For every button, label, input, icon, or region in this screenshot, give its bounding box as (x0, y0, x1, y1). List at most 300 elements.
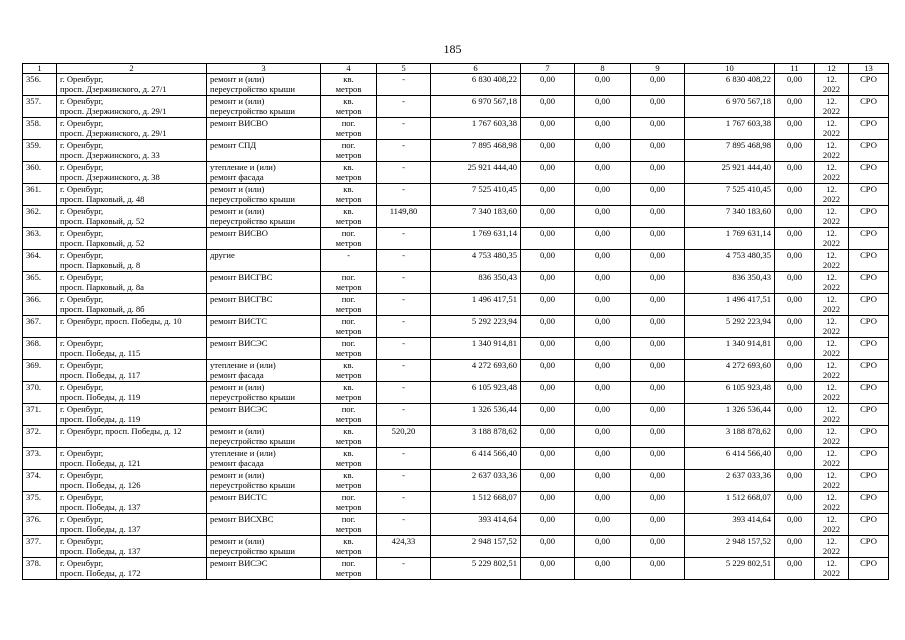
cost-owners-cell: 4 272 693,60 (685, 360, 775, 382)
fund-cell: 0,00 (775, 404, 815, 426)
fund-cell: 0,00 (631, 514, 685, 536)
row-number: 358. (23, 118, 57, 140)
address-cell (57, 272, 207, 294)
cost-owners-cell: 6 105 923,48 (685, 382, 775, 404)
row-number: 377. (23, 536, 57, 558)
cell-line: 2022 (822, 348, 841, 358)
cell-line: переустройство крыши (210, 480, 295, 490)
work-type-cell (207, 404, 321, 426)
table-row (23, 74, 889, 96)
fund-cell: 0,00 (631, 272, 685, 294)
table-row (23, 162, 889, 184)
cell-line: 2022 (822, 216, 841, 226)
fund-cell: 0,00 (775, 294, 815, 316)
cell-line: метров (335, 414, 362, 424)
cell-line: ремонт ВИСГВС (210, 294, 273, 304)
cell-line: ремонт и (или) (210, 426, 265, 436)
cell-line: кв. (343, 470, 354, 480)
cell-line: метров (335, 150, 362, 160)
table-row (23, 272, 889, 294)
cell-line: пог. (341, 558, 356, 568)
cell-line: ремонт ВИСВО (210, 228, 268, 238)
cell-line: 12. (826, 338, 837, 348)
fund-cell: 0,00 (631, 206, 685, 228)
row-number: 356. (23, 74, 57, 96)
cell-line: метров (335, 436, 362, 446)
cost-total-cell: 2 948 157,52 (431, 536, 521, 558)
cell-line: ремонт ВИСТС (210, 492, 268, 502)
fund-cell: 0,00 (521, 272, 575, 294)
contractor-cell: СРО (849, 448, 889, 470)
table-row (23, 140, 889, 162)
cost-owners-cell: 1 767 603,38 (685, 118, 775, 140)
cell-line: 12. (826, 272, 837, 282)
work-type-cell (207, 228, 321, 250)
deadline-cell (815, 338, 849, 360)
fund-cell: 0,00 (521, 338, 575, 360)
address-cell (57, 228, 207, 250)
quantity-cell: - (377, 492, 431, 514)
fund-cell: 0,00 (775, 250, 815, 272)
fund-cell: 0,00 (631, 184, 685, 206)
cost-owners-cell: 1 326 536,44 (685, 404, 775, 426)
row-number: 378. (23, 558, 57, 580)
quantity-cell: - (377, 140, 431, 162)
row-number: 370. (23, 382, 57, 404)
fund-cell: 0,00 (521, 448, 575, 470)
work-type-cell (207, 206, 321, 228)
unit-cell (321, 492, 377, 514)
work-type-cell (207, 448, 321, 470)
unit-cell (321, 338, 377, 360)
contractor-cell: СРО (849, 382, 889, 404)
row-number: 372. (23, 426, 57, 448)
cell-line: метров (335, 106, 362, 116)
quantity-cell: - (377, 558, 431, 580)
fund-cell: 0,00 (775, 470, 815, 492)
contractor-cell: СРО (849, 228, 889, 250)
fund-cell: 0,00 (521, 140, 575, 162)
cost-total-cell: 6 105 923,48 (431, 382, 521, 404)
cell-line: 2022 (822, 524, 841, 534)
fund-cell: 0,00 (631, 118, 685, 140)
deadline-cell (815, 272, 849, 294)
work-type-cell (207, 360, 321, 382)
address-cell (57, 558, 207, 580)
cell-line: ремонт и (или) (210, 382, 265, 392)
cost-owners-cell: 1 769 631,14 (685, 228, 775, 250)
fund-cell: 0,00 (631, 338, 685, 360)
cost-total-cell: 6 970 567,18 (431, 96, 521, 118)
unit-cell (321, 360, 377, 382)
fund-cell: 0,00 (775, 228, 815, 250)
cell-line: ремонт и (или) (210, 74, 265, 84)
address-cell (57, 492, 207, 514)
fund-cell: 0,00 (631, 382, 685, 404)
cost-owners-cell: 5 292 223,94 (685, 316, 775, 338)
address-cell (57, 118, 207, 140)
cell-line: переустройство крыши (210, 216, 295, 226)
address-cell (57, 140, 207, 162)
table-row (23, 382, 889, 404)
fund-cell: 0,00 (575, 316, 631, 338)
fund-cell: 0,00 (775, 74, 815, 96)
cell-line: 12. (826, 206, 837, 216)
cell-line: - (347, 250, 350, 260)
cell-line: ремонт и (или) (210, 96, 265, 106)
deadline-cell (815, 426, 849, 448)
cell-line: 12. (826, 250, 837, 260)
cell-line: кв. (343, 184, 354, 194)
unit-cell (321, 316, 377, 338)
cell-line: г. Оренбург, (60, 470, 104, 480)
fund-cell: 0,00 (631, 294, 685, 316)
row-number: 366. (23, 294, 57, 316)
cell-line: 12. (826, 492, 837, 502)
fund-cell: 0,00 (775, 382, 815, 404)
row-number: 359. (23, 140, 57, 162)
deadline-cell (815, 360, 849, 382)
fund-cell: 0,00 (775, 184, 815, 206)
address-cell (57, 404, 207, 426)
fund-cell: 0,00 (631, 96, 685, 118)
cell-line: пог. (341, 404, 356, 414)
cost-owners-cell: 1 496 417,51 (685, 294, 775, 316)
quantity-cell: - (377, 316, 431, 338)
cell-line: просп. Дзержинского, д. 29/1 (60, 128, 167, 138)
cell-line: г. Оренбург, (60, 162, 104, 172)
table-row (23, 316, 889, 338)
fund-cell: 0,00 (775, 316, 815, 338)
cell-line: 12. (826, 162, 837, 172)
cell-line: просп. Парковый, д. 52 (60, 216, 145, 226)
cell-line: г. Оренбург, (60, 514, 104, 524)
cell-line: метров (335, 84, 362, 94)
contractor-cell: СРО (849, 470, 889, 492)
contractor-cell: СРО (849, 492, 889, 514)
cell-line: пог. (341, 294, 356, 304)
cell-line: 2022 (822, 282, 841, 292)
cost-total-cell: 6 414 566,40 (431, 448, 521, 470)
quantity-cell: - (377, 272, 431, 294)
row-number: 369. (23, 360, 57, 382)
cost-total-cell: 836 350,43 (431, 272, 521, 294)
cell-line: метров (335, 238, 362, 248)
contractor-cell: СРО (849, 404, 889, 426)
cell-line: 12. (826, 514, 837, 524)
quantity-cell: - (377, 470, 431, 492)
work-type-cell (207, 338, 321, 360)
cell-line: просп. Победы, д. 126 (60, 480, 141, 490)
column-header: 8 (575, 64, 631, 74)
cell-line: ремонт ВИСЭС (210, 558, 268, 568)
cell-line: просп. Победы, д. 119 (60, 414, 141, 424)
cell-line: ремонт СПД (210, 140, 257, 150)
quantity-cell: - (377, 96, 431, 118)
cell-line: 2022 (822, 480, 841, 490)
unit-cell (321, 272, 377, 294)
column-header: 5 (377, 64, 431, 74)
table-row (23, 448, 889, 470)
work-type-cell (207, 250, 321, 272)
cell-line: г. Оренбург, просп. Победы, д. 12 (60, 426, 182, 436)
fund-cell: 0,00 (775, 140, 815, 162)
cell-line: просп. Парковый, д. 52 (60, 238, 145, 248)
address-cell (57, 74, 207, 96)
deadline-cell (815, 294, 849, 316)
work-type-cell (207, 140, 321, 162)
cell-line: ремонт ВИСХВС (210, 514, 274, 524)
fund-cell: 0,00 (521, 514, 575, 536)
deadline-cell (815, 316, 849, 338)
cell-line: г. Оренбург, (60, 96, 104, 106)
cost-owners-cell: 3 188 878,62 (685, 426, 775, 448)
table-row (23, 558, 889, 580)
cell-line: 2022 (822, 172, 841, 182)
unit-cell (321, 448, 377, 470)
work-type-cell (207, 514, 321, 536)
cell-line: просп. Победы, д. 137 (60, 502, 141, 512)
column-header: 7 (521, 64, 575, 74)
cell-line: 2022 (822, 392, 841, 402)
cell-line: просп. Дзержинского, д. 27/1 (60, 84, 167, 94)
contractor-cell: СРО (849, 536, 889, 558)
cost-owners-cell: 6 414 566,40 (685, 448, 775, 470)
cell-line: кв. (343, 360, 354, 370)
fund-cell: 0,00 (775, 272, 815, 294)
cost-owners-cell: 2 637 033,36 (685, 470, 775, 492)
deadline-cell (815, 118, 849, 140)
cell-line: просп. Дзержинского, д. 38 (60, 172, 160, 182)
deadline-cell (815, 162, 849, 184)
table-row (23, 470, 889, 492)
cell-line: метров (335, 128, 362, 138)
cell-line: 2022 (822, 128, 841, 138)
cell-line: г. Оренбург, просп. Победы, д. 10 (60, 316, 182, 326)
fund-cell: 0,00 (575, 492, 631, 514)
cell-line: г. Оренбург, (60, 448, 104, 458)
cell-line: г. Оренбург, (60, 360, 104, 370)
fund-cell: 0,00 (775, 338, 815, 360)
cell-line: пог. (341, 118, 356, 128)
fund-cell: 0,00 (775, 206, 815, 228)
table-row (23, 96, 889, 118)
column-header: 4 (321, 64, 377, 74)
column-header: 9 (631, 64, 685, 74)
table-row (23, 426, 889, 448)
cell-line: переустройство крыши (210, 106, 295, 116)
cell-line: переустройство крыши (210, 436, 295, 446)
fund-cell: 0,00 (575, 294, 631, 316)
contractor-cell: СРО (849, 96, 889, 118)
cell-line: переустройство крыши (210, 546, 295, 556)
cell-line: метров (335, 370, 362, 380)
work-type-cell (207, 294, 321, 316)
address-cell (57, 184, 207, 206)
cell-line: ремонт и (или) (210, 536, 265, 546)
contractor-cell: СРО (849, 360, 889, 382)
cell-line: ремонт фасада (210, 458, 264, 468)
fund-cell: 0,00 (575, 140, 631, 162)
cost-owners-cell: 7 340 183,60 (685, 206, 775, 228)
cost-owners-cell: 4 753 480,35 (685, 250, 775, 272)
fund-cell: 0,00 (575, 206, 631, 228)
contractor-cell: СРО (849, 162, 889, 184)
cell-line: другие (210, 250, 235, 260)
cell-line: кв. (343, 382, 354, 392)
cost-total-cell: 1 767 603,38 (431, 118, 521, 140)
cell-line: метров (335, 216, 362, 226)
deadline-cell (815, 74, 849, 96)
cell-line: метров (335, 546, 362, 556)
fund-cell: 0,00 (575, 404, 631, 426)
cell-line: ремонт фасада (210, 172, 264, 182)
deadline-cell (815, 184, 849, 206)
cell-line: 12. (826, 360, 837, 370)
column-header: 1 (23, 64, 57, 74)
table-row (23, 294, 889, 316)
fund-cell: 0,00 (775, 162, 815, 184)
cell-line: 2022 (822, 568, 841, 578)
row-number: 375. (23, 492, 57, 514)
cost-owners-cell: 2 948 157,52 (685, 536, 775, 558)
unit-cell (321, 470, 377, 492)
cell-line: г. Оренбург, (60, 404, 104, 414)
deadline-cell (815, 140, 849, 162)
cost-total-cell: 7 525 410,45 (431, 184, 521, 206)
fund-cell: 0,00 (631, 74, 685, 96)
cell-line: просп. Победы, д. 137 (60, 524, 141, 534)
cost-total-cell: 6 830 408,22 (431, 74, 521, 96)
fund-cell: 0,00 (631, 162, 685, 184)
page-number: 185 (443, 42, 462, 56)
cell-line: 12. (826, 294, 837, 304)
cost-total-cell: 393 414,64 (431, 514, 521, 536)
contractor-cell: СРО (849, 294, 889, 316)
fund-cell: 0,00 (631, 558, 685, 580)
cost-total-cell: 1 326 536,44 (431, 404, 521, 426)
fund-cell: 0,00 (631, 316, 685, 338)
table-header-row (23, 64, 889, 74)
fund-cell: 0,00 (521, 492, 575, 514)
unit-cell (321, 558, 377, 580)
row-number: 364. (23, 250, 57, 272)
unit-cell (321, 294, 377, 316)
cell-line: метров (335, 524, 362, 534)
column-header: 11 (775, 64, 815, 74)
work-type-cell (207, 316, 321, 338)
fund-cell: 0,00 (521, 536, 575, 558)
cell-line: 12. (826, 316, 837, 326)
contractor-cell: СРО (849, 250, 889, 272)
cell-line: 2022 (822, 436, 841, 446)
cell-line: 2022 (822, 458, 841, 468)
fund-cell: 0,00 (631, 228, 685, 250)
quantity-cell: 424,33 (377, 536, 431, 558)
cell-line: 2022 (822, 238, 841, 248)
work-type-cell (207, 272, 321, 294)
cell-line: 12. (826, 404, 837, 414)
deadline-cell (815, 536, 849, 558)
cell-line: 2022 (822, 414, 841, 424)
cost-total-cell: 1 496 417,51 (431, 294, 521, 316)
cell-line: ремонт и (или) (210, 184, 265, 194)
fund-cell: 0,00 (521, 294, 575, 316)
cost-owners-cell: 25 921 444,40 (685, 162, 775, 184)
unit-cell (321, 514, 377, 536)
deadline-cell (815, 250, 849, 272)
row-number: 371. (23, 404, 57, 426)
row-number: 374. (23, 470, 57, 492)
fund-cell: 0,00 (521, 316, 575, 338)
cell-line: кв. (343, 426, 354, 436)
deadline-cell (815, 96, 849, 118)
cell-line: г. Оренбург, (60, 382, 104, 392)
deadline-cell (815, 514, 849, 536)
cell-line: кв. (343, 162, 354, 172)
fund-cell: 0,00 (631, 536, 685, 558)
fund-cell: 0,00 (775, 448, 815, 470)
address-cell (57, 382, 207, 404)
row-number: 360. (23, 162, 57, 184)
fund-cell: 0,00 (521, 206, 575, 228)
contractor-cell: СРО (849, 426, 889, 448)
cell-line: 2022 (822, 546, 841, 556)
cell-line: 2022 (822, 260, 841, 270)
fund-cell: 0,00 (575, 74, 631, 96)
cell-line: просп. Победы, д. 121 (60, 458, 141, 468)
fund-cell: 0,00 (575, 470, 631, 492)
address-cell (57, 250, 207, 272)
cell-line: просп. Победы, д. 117 (60, 370, 141, 380)
cell-line: 2022 (822, 370, 841, 380)
cell-line: 12. (826, 470, 837, 480)
work-type-cell (207, 382, 321, 404)
work-type-cell (207, 74, 321, 96)
cell-line: метров (335, 282, 362, 292)
cell-line: утепление и (или) (210, 360, 276, 370)
cell-line: просп. Парковый, д. 8 (60, 260, 141, 270)
address-cell (57, 316, 207, 338)
unit-cell (321, 74, 377, 96)
contractor-cell: СРО (849, 338, 889, 360)
fund-cell: 0,00 (521, 250, 575, 272)
contractor-cell: СРО (849, 118, 889, 140)
fund-cell: 0,00 (775, 492, 815, 514)
quantity-cell: - (377, 118, 431, 140)
cell-line: просп. Победы, д. 119 (60, 392, 141, 402)
table-body (23, 74, 889, 580)
cell-line: г. Оренбург, (60, 250, 104, 260)
cell-line: 12. (826, 426, 837, 436)
cell-line: г. Оренбург, (60, 272, 104, 282)
cell-line: просп. Парковый, д. 8б (60, 304, 145, 314)
cell-line: 12. (826, 140, 837, 150)
fund-cell: 0,00 (631, 426, 685, 448)
row-number: 367. (23, 316, 57, 338)
fund-cell: 0,00 (521, 404, 575, 426)
cost-total-cell: 4 272 693,60 (431, 360, 521, 382)
unit-cell (321, 228, 377, 250)
cell-line: просп. Парковый, д. 8а (60, 282, 144, 292)
cell-line: г. Оренбург, (60, 184, 104, 194)
cost-owners-cell: 836 350,43 (685, 272, 775, 294)
cell-line: ремонт ВИСГВС (210, 272, 273, 282)
cell-line: пог. (341, 338, 356, 348)
unit-cell (321, 96, 377, 118)
unit-cell (321, 382, 377, 404)
unit-cell (321, 162, 377, 184)
